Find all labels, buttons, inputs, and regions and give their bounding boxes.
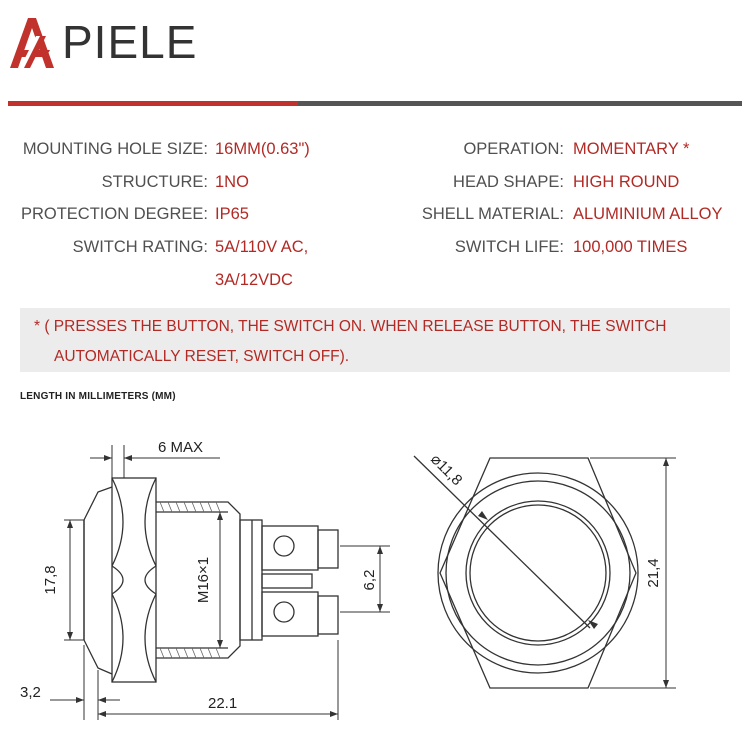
spec-label-rating: SWITCH RATING:: [72, 238, 208, 256]
dim-length: 22.1: [208, 695, 238, 712]
terminal-top: [262, 526, 318, 570]
spec-label-structure: STRUCTURE:: [101, 173, 208, 191]
spec-label-operation: OPERATION:: [463, 140, 564, 158]
spec-value-head-shape: HIGH ROUND: [573, 173, 680, 191]
spec-value-protection: IP65: [215, 205, 249, 223]
units-heading: LENGTH IN MILLIMETERS (MM): [20, 391, 176, 402]
dim-diameter: ⌀11,8: [427, 450, 466, 490]
spec-value-operation: MOMENTARY *: [573, 140, 690, 158]
spec-value-rating: 5A/110V AC,: [215, 238, 309, 256]
dim-thread: M16×1: [195, 556, 212, 604]
note-line-1: * ( PRESSES THE BUTTON, THE SWITCH ON. WHEN RELEASE BUTTON, THE SWITCH: [34, 318, 667, 335]
spec-value-shell-material: ALUMINIUM ALLOY: [573, 205, 723, 223]
spec-value-switch-life: 100,000 TIMES: [573, 238, 688, 256]
spec-value-rating-dc: 3A/12VDC: [215, 271, 293, 289]
dim-max-thickness: 6 MAX: [158, 439, 204, 456]
spec-value-structure: 1NO: [215, 173, 249, 191]
hex-nut: [112, 478, 156, 682]
spec-label-shell-material: SHELL MATERIAL:: [421, 205, 564, 223]
note-line-2: AUTOMATICALLY RESET, SWITCH OFF).: [54, 348, 350, 365]
dim-height: 17,8: [42, 565, 59, 595]
dim-pin-spacing: 6,2: [361, 569, 378, 591]
spec-label-protection: PROTECTION DEGREE:: [20, 205, 208, 223]
button-face: [466, 501, 610, 645]
dim-across-flats: 21,4: [645, 558, 662, 588]
terminal-bottom: [262, 592, 318, 636]
bezel-outer: [438, 473, 638, 673]
button-cap: [84, 487, 112, 674]
spec-label-switch-life: SWITCH LIFE:: [454, 238, 564, 256]
brand-name: PIELE: [62, 16, 198, 68]
spec-label-head-shape: HEAD SHAPE:: [453, 173, 564, 191]
spec-label-mounting-hole: MOUNTING HOLE SIZE:: [22, 140, 208, 158]
spec-value-mounting-hole: 16MM(0.63"): [215, 140, 310, 158]
dim-head: 3,2: [20, 684, 41, 701]
